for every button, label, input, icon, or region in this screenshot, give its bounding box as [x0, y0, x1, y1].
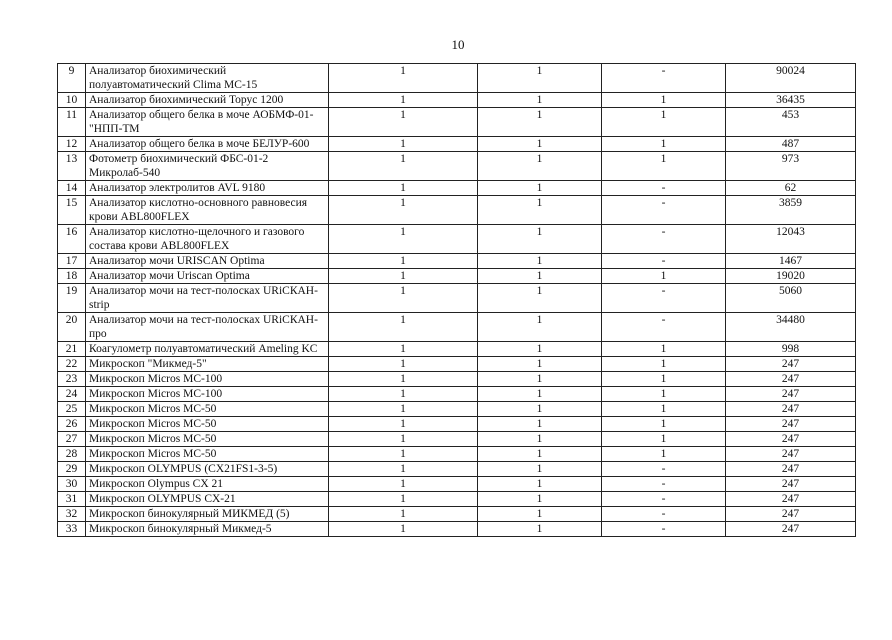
table-row	[58, 432, 856, 447]
table-row	[58, 492, 856, 507]
value-cell: 247	[726, 507, 856, 522]
quantity-cell: 1	[329, 462, 478, 477]
quantity-cell: 1	[329, 254, 478, 269]
table-row	[58, 108, 856, 137]
quantity-cell: 1	[329, 313, 478, 342]
table-row	[58, 522, 856, 537]
quantity-cell: 1	[329, 507, 478, 522]
value-cell: 247	[726, 402, 856, 417]
page-number: 10	[451, 37, 465, 52]
status-cell: 1	[602, 93, 726, 108]
quantity-in-use-cell: 1	[478, 196, 602, 225]
value-cell: 487	[726, 137, 856, 152]
equipment-name-cell: Анализатор биохимический Торус 1200	[86, 93, 329, 108]
quantity-cell: 1	[329, 181, 478, 196]
quantity-in-use-cell: 1	[478, 342, 602, 357]
status-cell: 1	[602, 417, 726, 432]
table-row	[58, 402, 856, 417]
quantity-cell: 1	[329, 432, 478, 447]
row-number-cell: 11	[58, 108, 86, 137]
value-cell: 247	[726, 357, 856, 372]
row-number-cell: 30	[58, 477, 86, 492]
equipment-name-cell: Анализатор электролитов AVL 9180	[86, 181, 329, 196]
quantity-in-use-cell: 1	[478, 181, 602, 196]
equipment-table	[57, 63, 856, 537]
table-row	[58, 254, 856, 269]
status-cell: 1	[602, 108, 726, 137]
quantity-in-use-cell: 1	[478, 269, 602, 284]
value-cell: 62	[726, 181, 856, 196]
value-cell: 247	[726, 477, 856, 492]
equipment-name-cell: Микроскоп OLYMPUS (CX21FS1-3-5)	[86, 462, 329, 477]
quantity-cell: 1	[329, 342, 478, 357]
quantity-in-use-cell: 1	[478, 357, 602, 372]
quantity-cell: 1	[329, 108, 478, 137]
table-row	[58, 447, 856, 462]
quantity-in-use-cell: 1	[478, 137, 602, 152]
quantity-cell: 1	[329, 477, 478, 492]
table-row	[58, 93, 856, 108]
quantity-in-use-cell: 1	[478, 372, 602, 387]
status-cell: -	[602, 254, 726, 269]
row-number-cell: 27	[58, 432, 86, 447]
row-number-cell: 28	[58, 447, 86, 462]
equipment-name-cell: Анализатор мочи на тест-полосках URiСКАН-про	[86, 313, 329, 342]
table-row	[58, 507, 856, 522]
table-row	[58, 225, 856, 254]
quantity-in-use-cell: 1	[478, 108, 602, 137]
quantity-cell: 1	[329, 225, 478, 254]
value-cell: 453	[726, 108, 856, 137]
status-cell: -	[602, 64, 726, 93]
row-number-cell: 17	[58, 254, 86, 269]
status-cell: 1	[602, 402, 726, 417]
equipment-name-cell: Анализатор биохимический полуавтоматический Clima MC-15	[86, 64, 329, 93]
row-number-cell: 22	[58, 357, 86, 372]
quantity-in-use-cell: 1	[478, 492, 602, 507]
value-cell: 247	[726, 417, 856, 432]
status-cell: 1	[602, 432, 726, 447]
quantity-in-use-cell: 1	[478, 387, 602, 402]
quantity-in-use-cell: 1	[478, 477, 602, 492]
quantity-cell: 1	[329, 196, 478, 225]
quantity-cell: 1	[329, 447, 478, 462]
value-cell: 247	[726, 522, 856, 537]
table-row	[58, 269, 856, 284]
row-number-cell: 33	[58, 522, 86, 537]
quantity-cell: 1	[329, 64, 478, 93]
value-cell: 36435	[726, 93, 856, 108]
table-row	[58, 152, 856, 181]
quantity-in-use-cell: 1	[478, 254, 602, 269]
table-row	[58, 387, 856, 402]
row-number-cell: 24	[58, 387, 86, 402]
status-cell: -	[602, 462, 726, 477]
table-row	[58, 313, 856, 342]
row-number-cell: 31	[58, 492, 86, 507]
quantity-cell: 1	[329, 284, 478, 313]
equipment-table-body	[58, 64, 856, 537]
equipment-name-cell: Микроскоп Micros MC-50	[86, 432, 329, 447]
status-cell: 1	[602, 387, 726, 402]
quantity-in-use-cell: 1	[478, 447, 602, 462]
row-number-cell: 13	[58, 152, 86, 181]
table-row	[58, 181, 856, 196]
quantity-in-use-cell: 1	[478, 93, 602, 108]
row-number-cell: 9	[58, 64, 86, 93]
quantity-cell: 1	[329, 387, 478, 402]
row-number-cell: 25	[58, 402, 86, 417]
quantity-cell: 1	[329, 402, 478, 417]
quantity-in-use-cell: 1	[478, 313, 602, 342]
quantity-cell: 1	[329, 492, 478, 507]
equipment-name-cell: Микроскоп OLYMPUS CX-21	[86, 492, 329, 507]
equipment-name-cell: Анализатор мочи на тест-полосках URiСКАН-strip	[86, 284, 329, 313]
value-cell: 247	[726, 372, 856, 387]
table-row	[58, 342, 856, 357]
row-number-cell: 29	[58, 462, 86, 477]
row-number-cell: 16	[58, 225, 86, 254]
status-cell: -	[602, 225, 726, 254]
row-number-cell: 23	[58, 372, 86, 387]
value-cell: 247	[726, 432, 856, 447]
quantity-in-use-cell: 1	[478, 284, 602, 313]
equipment-name-cell: Микроскоп Micros MC-50	[86, 447, 329, 462]
equipment-name-cell: Анализатор кислотно-основного равновесия крови ABL800FLEX	[86, 196, 329, 225]
quantity-in-use-cell: 1	[478, 522, 602, 537]
quantity-cell: 1	[329, 522, 478, 537]
equipment-name-cell: Анализатор мочи URISCAN Optima	[86, 254, 329, 269]
quantity-in-use-cell: 1	[478, 462, 602, 477]
equipment-name-cell: Микроскоп Micros MC-100	[86, 387, 329, 402]
equipment-name-cell: Микроскоп бинокулярный МИКМЕД (5)	[86, 507, 329, 522]
table-row	[58, 462, 856, 477]
row-number-cell: 19	[58, 284, 86, 313]
quantity-cell: 1	[329, 269, 478, 284]
quantity-cell: 1	[329, 152, 478, 181]
table-row	[58, 357, 856, 372]
equipment-name-cell: Анализатор общего белка в моче АОБМФ-01- "НПП-ТМ	[86, 108, 329, 137]
value-cell: 247	[726, 492, 856, 507]
quantity-cell: 1	[329, 93, 478, 108]
status-cell: -	[602, 522, 726, 537]
status-cell: 1	[602, 342, 726, 357]
status-cell: -	[602, 313, 726, 342]
equipment-name-cell: Анализатор общего белка в моче БЕЛУР-600	[86, 137, 329, 152]
equipment-name-cell: Анализатор мочи Uriscan Optima	[86, 269, 329, 284]
value-cell: 247	[726, 387, 856, 402]
value-cell: 19020	[726, 269, 856, 284]
value-cell: 973	[726, 152, 856, 181]
value-cell: 1467	[726, 254, 856, 269]
equipment-name-cell: Микроскоп Olympus CX 21	[86, 477, 329, 492]
table-row	[58, 417, 856, 432]
quantity-in-use-cell: 1	[478, 507, 602, 522]
equipment-name-cell: Микроскоп Micros MC-100	[86, 372, 329, 387]
status-cell: 1	[602, 137, 726, 152]
value-cell: 90024	[726, 64, 856, 93]
equipment-name-cell: Фотометр биохимический ФБС-01-2 Микролаб-540	[86, 152, 329, 181]
table-row	[58, 477, 856, 492]
quantity-cell: 1	[329, 417, 478, 432]
row-number-cell: 10	[58, 93, 86, 108]
value-cell: 3859	[726, 196, 856, 225]
quantity-in-use-cell: 1	[478, 402, 602, 417]
quantity-in-use-cell: 1	[478, 152, 602, 181]
value-cell: 998	[726, 342, 856, 357]
value-cell: 34480	[726, 313, 856, 342]
quantity-in-use-cell: 1	[478, 432, 602, 447]
quantity-cell: 1	[329, 372, 478, 387]
value-cell: 12043	[726, 225, 856, 254]
status-cell: 1	[602, 372, 726, 387]
status-cell: -	[602, 196, 726, 225]
row-number-cell: 15	[58, 196, 86, 225]
row-number-cell: 14	[58, 181, 86, 196]
table-row	[58, 196, 856, 225]
status-cell: -	[602, 284, 726, 313]
row-number-cell: 12	[58, 137, 86, 152]
table-row	[58, 137, 856, 152]
quantity-in-use-cell: 1	[478, 64, 602, 93]
quantity-in-use-cell: 1	[478, 225, 602, 254]
value-cell: 5060	[726, 284, 856, 313]
status-cell: 1	[602, 357, 726, 372]
quantity-in-use-cell: 1	[478, 417, 602, 432]
row-number-cell: 21	[58, 342, 86, 357]
row-number-cell: 18	[58, 269, 86, 284]
status-cell: -	[602, 477, 726, 492]
status-cell: 1	[602, 269, 726, 284]
table-row	[58, 64, 856, 93]
equipment-name-cell: Микроскоп Micros MC-50	[86, 417, 329, 432]
status-cell: 1	[602, 447, 726, 462]
status-cell: 1	[602, 152, 726, 181]
status-cell: -	[602, 181, 726, 196]
status-cell: -	[602, 507, 726, 522]
quantity-cell: 1	[329, 357, 478, 372]
row-number-cell: 26	[58, 417, 86, 432]
row-number-cell: 20	[58, 313, 86, 342]
row-number-cell: 32	[58, 507, 86, 522]
table-row	[58, 284, 856, 313]
equipment-name-cell: Микроскоп Micros MC-50	[86, 402, 329, 417]
equipment-name-cell: Микроскоп бинокулярный Микмед-5	[86, 522, 329, 537]
quantity-cell: 1	[329, 137, 478, 152]
table-row	[58, 372, 856, 387]
value-cell: 247	[726, 447, 856, 462]
value-cell: 247	[726, 462, 856, 477]
status-cell: -	[602, 492, 726, 507]
equipment-name-cell: Коагулометр полуавтоматический Ameling KC	[86, 342, 329, 357]
equipment-name-cell: Анализатор кислотно-щелочного и газового состава крови ABL800FLEX	[86, 225, 329, 254]
equipment-name-cell: Микроскоп "Микмед-5"	[86, 357, 329, 372]
